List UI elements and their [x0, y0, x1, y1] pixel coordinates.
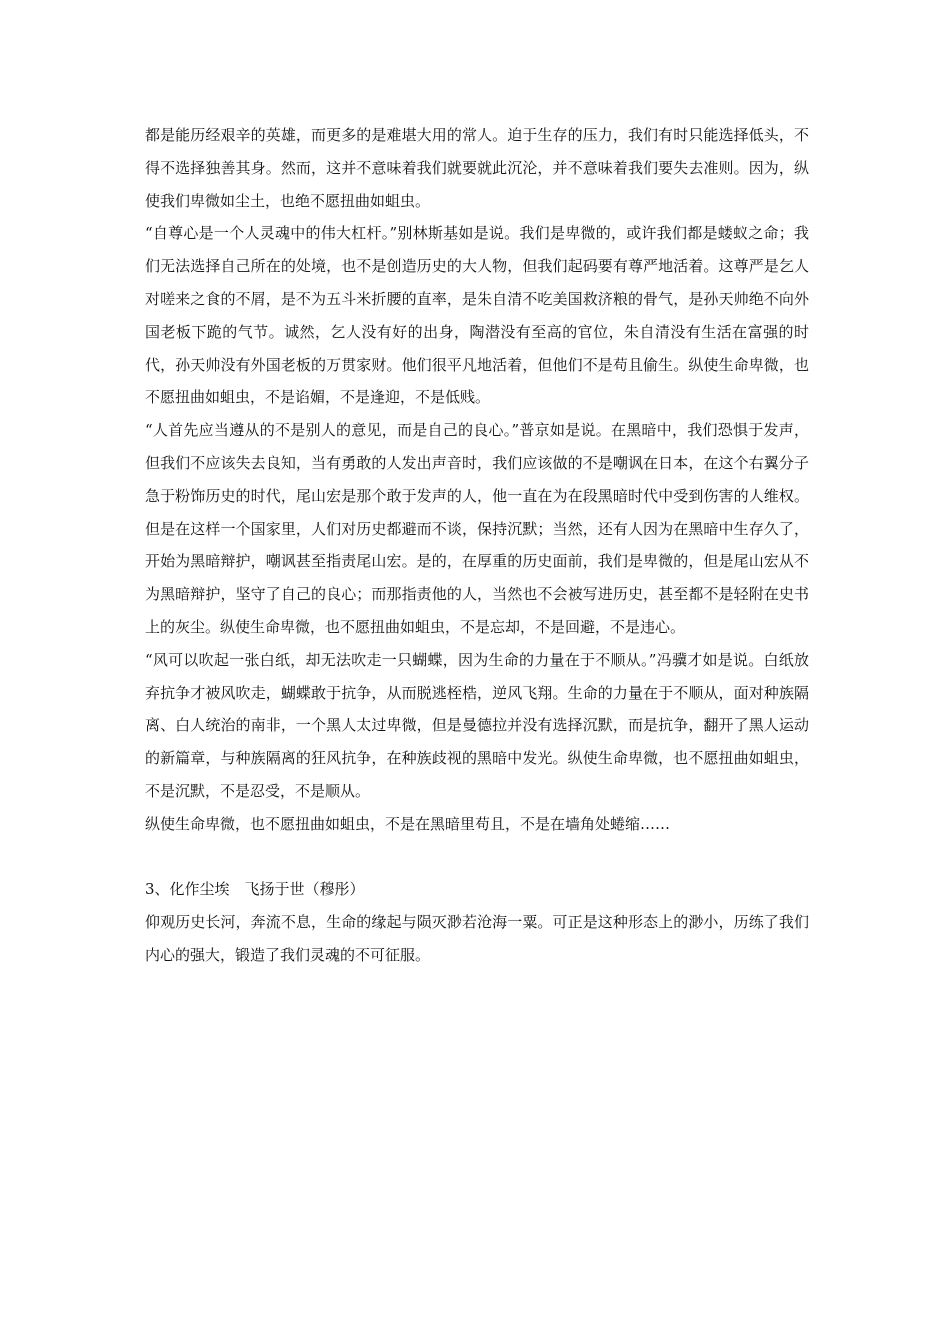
- paragraph-4: “风可以吹起一张白纸，却无法吹走一只蝴蝶，因为生命的力量在于不顺从。”冯骥才如是说。白纸放弃抗争才被风吹走，蝴蝶敢于抗争，从而脱逃桎梏，逆风飞翔。生命的力量在于不顺从，面对种族隔离、白人统治的南非，一个黑人太过卑微，但是曼德拉并没有选择沉默，而是抗争，翻开了黑人运动的新篇章，与种族隔离的狂风抗争，在种族歧视的黑暗中发光。纵使生命卑微，也不愿扭曲如蛆虫，不是沉默，不是忍受，不是顺从。: [145, 650, 809, 800]
- paragraph-5: 纵使生命卑微，也不愿扭曲如蛆虫，不是在黑暗里苟且，不是在墙角处蜷缩……: [145, 814, 671, 833]
- section-heading: 3、化作尘埃 飞扬于世（穆彤）: [145, 880, 365, 899]
- paragraph-2: “自尊心是一个人灵魂中的伟大杠杆。”别林斯基如是说。我们是卑微的，或许我们都是蝼蚁之命；我们无法选择自己所在的处境，也不是创造历史的大人物，但我们起码要有尊严地活着。这尊严是乞人对嗟来之食的不屑，是不为五斗米折腰的直率，是朱自清不吃美国救济粮的骨气，是孙天帅绝不向外国老板下跪的气节。诚然，乞人没有好的出身，陶潜没有至高的官位，朱自清没有生活在富强的时代，孙天帅没有外国老板的万贯家财。他们很平凡地活着，但他们不是苟且偷生。纵使生命卑微，也不愿扭曲如蛆虫，不是谄媚，不是逢迎，不是低贱。: [145, 224, 809, 407]
- section-paragraph-1: 仰观历史长河，奔流不息，生命的缘起与陨灭渺若沧海一粟。可正是这种形态上的渺小，历练了我们内心的强大，锻造了我们灵魂的不可征服。: [145, 913, 809, 964]
- paragraph-1: 都是能历经艰辛的英雄，而更多的是难堪大用的常人。迫于生存的压力，我们有时只能选择低头，不得不选择独善其身。然而，这并不意味着我们就要就此沉沦，并不意味着我们要失去准则。因为，纵使我们卑微如尘土，也绝不愿扭曲如蛆虫。: [145, 126, 809, 210]
- blank-line: [145, 841, 809, 874]
- document-body: [145, 119, 809, 972]
- paragraph-3: “人首先应当遵从的不是别人的意见，而是自己的良心。”普京如是说。在黑暗中，我们恐惧于发声，但我们不应该失去良知，当有勇敢的人发出声音时，我们应该做的不是嘲讽在日本，在这个右翼分子急于粉饰历史的时代，尾山宏是那个敢于发声的人，他一直在为在段黑暗时代中受到伤害的人维权。但是在这样一个国家里，人们对历史都避而不谈，保持沉默；当然，还有人因为在黑暗中生存久了，开始为黑暗辩护，嘲讽甚至指责尾山宏。是的，在厚重的历史面前，我们是卑微的，但是尾山宏从不为黑暗辩护，坚守了自己的良心；而那指责他的人，当然也不会被写进历史，甚至都不是轻附在史书上的灰尘。纵使生命卑微，也不愿扭曲如蛆虫，不是忘却，不是回避，不是违心。: [145, 421, 809, 636]
